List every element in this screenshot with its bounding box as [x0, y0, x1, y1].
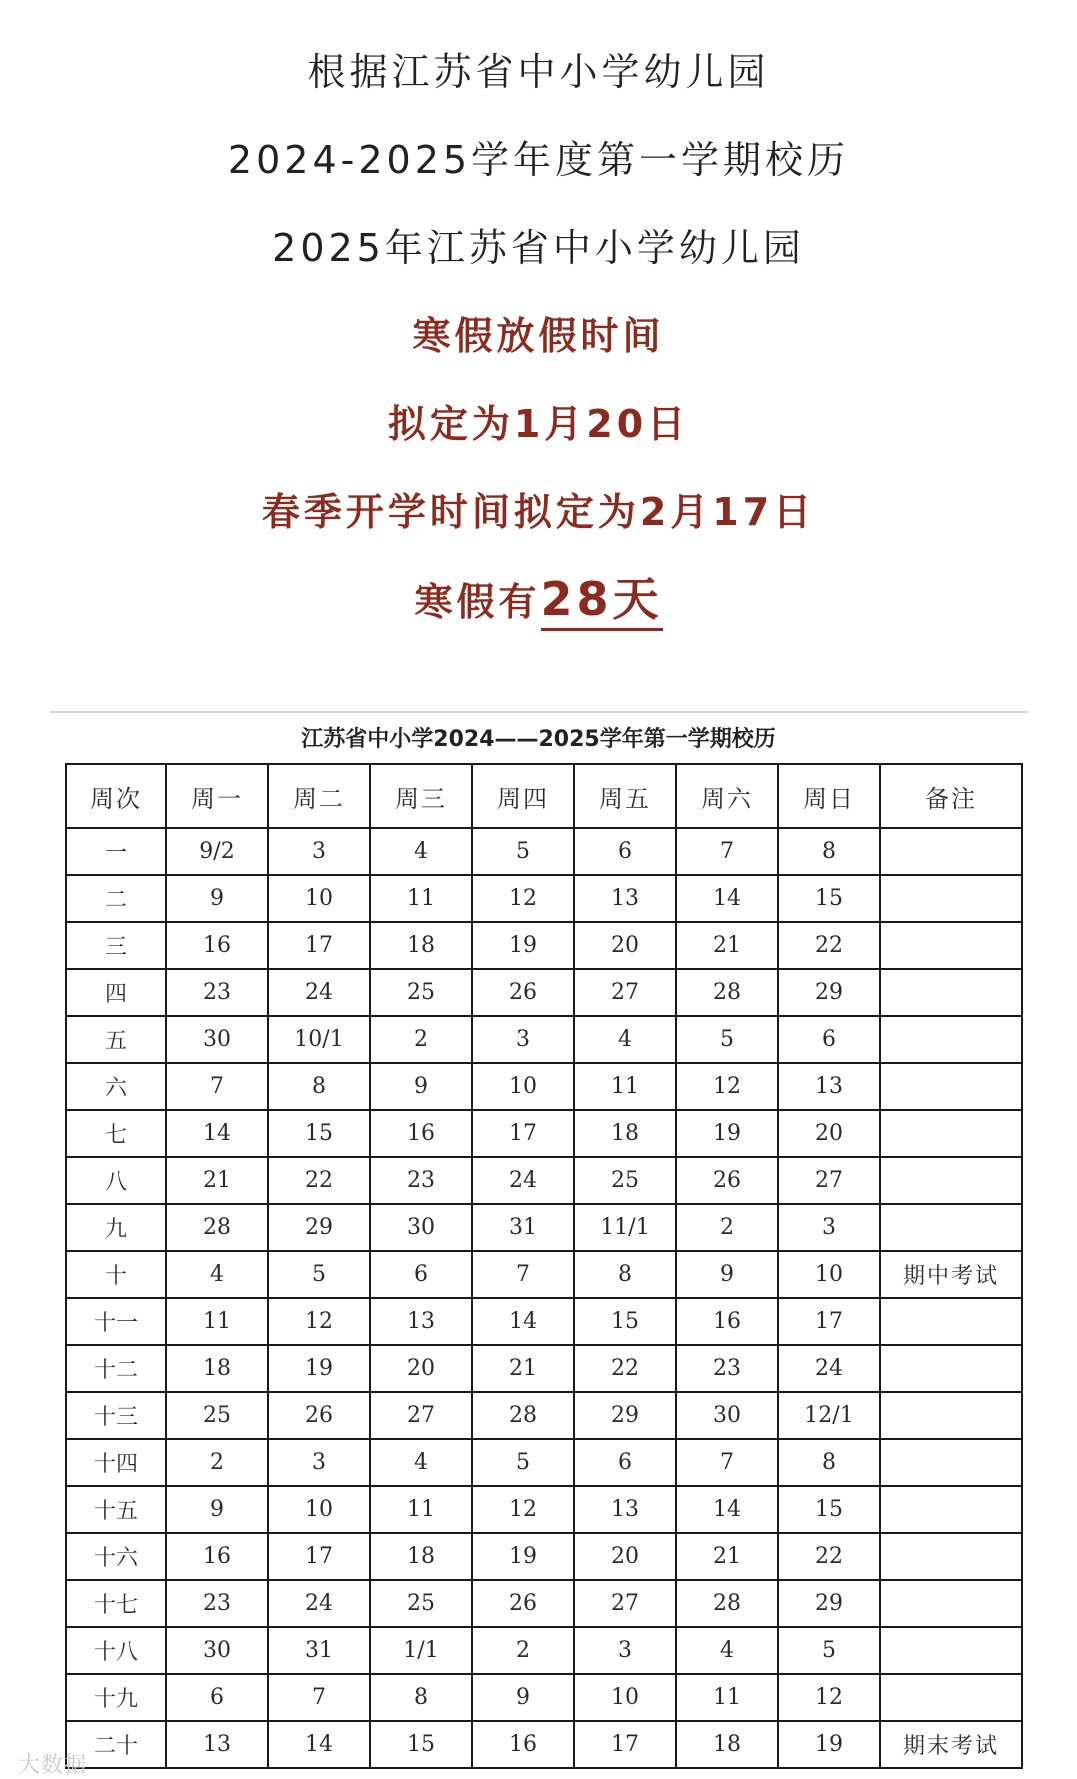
date-cell-sun: 12 — [778, 1674, 880, 1721]
date-cell-sun: 3 — [778, 1204, 880, 1251]
date-cell-sat: 21 — [676, 1533, 778, 1580]
table-row — [66, 1486, 1022, 1533]
date-cell-sat: 14 — [676, 1486, 778, 1533]
table-row — [66, 1627, 1022, 1674]
date-cell-sat: 16 — [676, 1298, 778, 1345]
header-sunday: 周日 — [778, 764, 880, 828]
week-number-cell: 二十 — [66, 1721, 166, 1768]
table-row — [66, 1298, 1022, 1345]
date-cell-sat: 26 — [676, 1157, 778, 1204]
date-cell-tue: 15 — [268, 1110, 370, 1157]
table-row — [66, 828, 1022, 875]
date-cell-sun: 8 — [778, 1439, 880, 1486]
date-cell-sun: 10 — [778, 1251, 880, 1298]
date-cell-thu: 21 — [472, 1345, 574, 1392]
date-cell-mon: 4 — [166, 1251, 268, 1298]
table-row — [66, 1016, 1022, 1063]
date-cell-sun: 17 — [778, 1298, 880, 1345]
note-cell — [880, 1439, 1022, 1486]
date-cell-sat: 28 — [676, 1580, 778, 1627]
date-cell-thu: 10 — [472, 1063, 574, 1110]
date-cell-sun: 13 — [778, 1063, 880, 1110]
week-number-cell: 十八 — [66, 1627, 166, 1674]
week-number-cell: 十五 — [66, 1486, 166, 1533]
date-cell-mon: 7 — [166, 1063, 268, 1110]
date-cell-tue: 24 — [268, 1580, 370, 1627]
date-cell-thu: 3 — [472, 1016, 574, 1063]
date-cell-tue: 17 — [268, 1533, 370, 1580]
note-cell — [880, 875, 1022, 922]
note-cell — [880, 1204, 1022, 1251]
calendar-body — [66, 828, 1022, 1768]
date-cell-sat: 12 — [676, 1063, 778, 1110]
date-cell-fri: 4 — [574, 1016, 676, 1063]
date-cell-thu: 24 — [472, 1157, 574, 1204]
date-cell-sun: 6 — [778, 1016, 880, 1063]
date-cell-sat: 5 — [676, 1016, 778, 1063]
week-number-cell: 十二 — [66, 1345, 166, 1392]
date-cell-sat: 14 — [676, 875, 778, 922]
break-length-days: 28天 — [541, 572, 663, 631]
week-number-cell: 八 — [66, 1157, 166, 1204]
date-cell-sun: 15 — [778, 875, 880, 922]
note-cell — [880, 1674, 1022, 1721]
table-row — [66, 875, 1022, 922]
table-row — [66, 1580, 1022, 1627]
header-week-number: 周次 — [66, 764, 166, 828]
date-cell-tue: 10/1 — [268, 1016, 370, 1063]
date-cell-tue: 31 — [268, 1627, 370, 1674]
date-cell-wed: 25 — [370, 969, 472, 1016]
date-cell-mon: 28 — [166, 1204, 268, 1251]
date-cell-fri: 6 — [574, 828, 676, 875]
week-number-cell: 二 — [66, 875, 166, 922]
date-cell-mon: 9 — [166, 875, 268, 922]
header-thursday: 周四 — [472, 764, 574, 828]
table-row — [66, 1110, 1022, 1157]
table-row — [66, 1204, 1022, 1251]
date-cell-mon: 23 — [166, 969, 268, 1016]
spring-start-date: 春季开学时间拟定为2月17日 — [261, 490, 816, 534]
header-wednesday: 周三 — [370, 764, 472, 828]
note-cell — [880, 828, 1022, 875]
date-cell-sat: 23 — [676, 1345, 778, 1392]
date-cell-tue: 5 — [268, 1251, 370, 1298]
week-number-cell: 十九 — [66, 1674, 166, 1721]
week-number-cell: 十七 — [66, 1580, 166, 1627]
date-cell-wed: 4 — [370, 828, 472, 875]
date-cell-tue: 17 — [268, 922, 370, 969]
watermark: 大数据 — [18, 1753, 88, 1778]
date-cell-thu: 5 — [472, 1439, 574, 1486]
date-cell-fri: 13 — [574, 1486, 676, 1533]
date-cell-mon: 9 — [166, 1486, 268, 1533]
date-cell-thu: 12 — [472, 875, 574, 922]
date-cell-thu: 2 — [472, 1627, 574, 1674]
date-cell-thu: 31 — [472, 1204, 574, 1251]
date-cell-sat: 4 — [676, 1627, 778, 1674]
date-cell-sat: 11 — [676, 1674, 778, 1721]
week-number-cell: 十六 — [66, 1533, 166, 1580]
date-cell-thu: 26 — [472, 1580, 574, 1627]
date-cell-wed: 6 — [370, 1251, 472, 1298]
date-cell-thu: 17 — [472, 1110, 574, 1157]
note-cell — [880, 1580, 1022, 1627]
week-number-cell: 十 — [66, 1251, 166, 1298]
week-number-cell: 三 — [66, 922, 166, 969]
date-cell-mon: 18 — [166, 1345, 268, 1392]
date-cell-tue: 10 — [268, 1486, 370, 1533]
date-cell-wed: 25 — [370, 1580, 472, 1627]
note-cell — [880, 1345, 1022, 1392]
date-cell-thu: 12 — [472, 1486, 574, 1533]
break-length-prefix: 寒假有 — [414, 580, 541, 624]
header-saturday: 周六 — [676, 764, 778, 828]
date-cell-wed: 20 — [370, 1345, 472, 1392]
note-cell — [880, 1157, 1022, 1204]
table-row — [66, 1439, 1022, 1486]
date-cell-wed: 9 — [370, 1063, 472, 1110]
date-cell-wed: 8 — [370, 1674, 472, 1721]
date-cell-mon: 11 — [166, 1298, 268, 1345]
table-row — [66, 1063, 1022, 1110]
date-cell-fri: 22 — [574, 1345, 676, 1392]
headline-line-3: 2025年江苏省中小学幼儿园 — [272, 226, 805, 270]
date-cell-mon: 25 — [166, 1392, 268, 1439]
date-cell-wed: 18 — [370, 1533, 472, 1580]
date-cell-fri: 11 — [574, 1063, 676, 1110]
date-cell-mon: 9/2 — [166, 828, 268, 875]
break-length — [0, 572, 1077, 631]
date-cell-tue: 26 — [268, 1392, 370, 1439]
date-cell-tue: 3 — [268, 828, 370, 875]
header-notes: 备注 — [880, 764, 1022, 828]
note-cell — [880, 1627, 1022, 1674]
week-number-cell: 九 — [66, 1204, 166, 1251]
note-cell — [880, 922, 1022, 969]
note-cell — [880, 969, 1022, 1016]
date-cell-sun: 22 — [778, 922, 880, 969]
note-cell — [880, 1110, 1022, 1157]
date-cell-sat: 28 — [676, 969, 778, 1016]
date-cell-wed: 1/1 — [370, 1627, 472, 1674]
note-cell: 期中考试 — [880, 1251, 1022, 1298]
date-cell-tue: 14 — [268, 1721, 370, 1768]
date-cell-sun: 12/1 — [778, 1392, 880, 1439]
date-cell-tue: 19 — [268, 1345, 370, 1392]
date-cell-sat: 7 — [676, 1439, 778, 1486]
table-row — [66, 1345, 1022, 1392]
week-number-cell: 十一 — [66, 1298, 166, 1345]
table-row — [66, 1721, 1022, 1768]
school-calendar-table — [65, 763, 1023, 1769]
date-cell-wed: 4 — [370, 1439, 472, 1486]
date-cell-sun: 29 — [778, 969, 880, 1016]
date-cell-sun: 20 — [778, 1110, 880, 1157]
date-cell-thu: 26 — [472, 969, 574, 1016]
date-cell-tue: 12 — [268, 1298, 370, 1345]
date-cell-fri: 25 — [574, 1157, 676, 1204]
date-cell-mon: 2 — [166, 1439, 268, 1486]
note-cell — [880, 1486, 1022, 1533]
date-cell-thu: 19 — [472, 922, 574, 969]
date-cell-fri: 27 — [574, 1580, 676, 1627]
date-cell-fri: 6 — [574, 1439, 676, 1486]
date-cell-fri: 20 — [574, 1533, 676, 1580]
section-divider — [50, 711, 1028, 713]
date-cell-sat: 18 — [676, 1721, 778, 1768]
date-cell-mon: 21 — [166, 1157, 268, 1204]
date-cell-wed: 15 — [370, 1721, 472, 1768]
date-cell-fri: 15 — [574, 1298, 676, 1345]
date-cell-sun: 19 — [778, 1721, 880, 1768]
date-cell-mon: 16 — [166, 1533, 268, 1580]
date-cell-fri: 27 — [574, 969, 676, 1016]
date-cell-thu: 7 — [472, 1251, 574, 1298]
date-cell-wed: 11 — [370, 1486, 472, 1533]
date-cell-mon: 13 — [166, 1721, 268, 1768]
date-cell-sat: 19 — [676, 1110, 778, 1157]
date-cell-sat: 30 — [676, 1392, 778, 1439]
date-cell-mon: 6 — [166, 1674, 268, 1721]
week-number-cell: 十三 — [66, 1392, 166, 1439]
winter-break-heading: 寒假放假时间 — [412, 314, 665, 358]
date-cell-thu: 28 — [472, 1392, 574, 1439]
date-cell-sun: 8 — [778, 828, 880, 875]
date-cell-fri: 11/1 — [574, 1204, 676, 1251]
week-number-cell: 五 — [66, 1016, 166, 1063]
header-monday: 周一 — [166, 764, 268, 828]
date-cell-wed: 23 — [370, 1157, 472, 1204]
date-cell-fri: 29 — [574, 1392, 676, 1439]
date-cell-fri: 18 — [574, 1110, 676, 1157]
note-cell — [880, 1392, 1022, 1439]
date-cell-tue: 3 — [268, 1439, 370, 1486]
headline-line-2: 2024-2025学年度第一学期校历 — [227, 138, 850, 182]
break-start-date: 拟定为1月20日 — [387, 402, 690, 446]
date-cell-mon: 30 — [166, 1627, 268, 1674]
date-cell-tue: 7 — [268, 1674, 370, 1721]
date-cell-sun: 22 — [778, 1533, 880, 1580]
date-cell-wed: 2 — [370, 1016, 472, 1063]
date-cell-fri: 20 — [574, 922, 676, 969]
date-cell-wed: 30 — [370, 1204, 472, 1251]
week-number-cell: 十四 — [66, 1439, 166, 1486]
date-cell-sun: 24 — [778, 1345, 880, 1392]
date-cell-fri: 8 — [574, 1251, 676, 1298]
table-row — [66, 969, 1022, 1016]
week-number-cell: 七 — [66, 1110, 166, 1157]
week-number-cell: 一 — [66, 828, 166, 875]
date-cell-thu: 19 — [472, 1533, 574, 1580]
date-cell-wed: 16 — [370, 1110, 472, 1157]
table-row — [66, 922, 1022, 969]
note-cell — [880, 1298, 1022, 1345]
note-cell — [880, 1063, 1022, 1110]
date-cell-tue: 22 — [268, 1157, 370, 1204]
week-number-cell: 四 — [66, 969, 166, 1016]
date-cell-tue: 24 — [268, 969, 370, 1016]
table-row — [66, 1392, 1022, 1439]
date-cell-wed: 27 — [370, 1392, 472, 1439]
date-cell-sun: 5 — [778, 1627, 880, 1674]
date-cell-thu: 14 — [472, 1298, 574, 1345]
date-cell-tue: 8 — [268, 1063, 370, 1110]
table-row — [66, 1157, 1022, 1204]
date-cell-mon: 23 — [166, 1580, 268, 1627]
headline-line-1: 根据江苏省中小学幼儿园 — [307, 50, 770, 94]
date-cell-sat: 9 — [676, 1251, 778, 1298]
date-cell-fri: 10 — [574, 1674, 676, 1721]
date-cell-tue: 10 — [268, 875, 370, 922]
date-cell-thu: 5 — [472, 828, 574, 875]
note-cell — [880, 1533, 1022, 1580]
header-friday: 周五 — [574, 764, 676, 828]
date-cell-sat: 7 — [676, 828, 778, 875]
table-row — [66, 1251, 1022, 1298]
date-cell-sat: 21 — [676, 922, 778, 969]
date-cell-wed: 11 — [370, 875, 472, 922]
note-cell: 期末考试 — [880, 1721, 1022, 1768]
date-cell-sun: 15 — [778, 1486, 880, 1533]
date-cell-thu: 16 — [472, 1721, 574, 1768]
calendar-title: 江苏省中小学2024——2025学年第一学期校历 — [301, 727, 776, 752]
date-cell-sat: 2 — [676, 1204, 778, 1251]
date-cell-wed: 18 — [370, 922, 472, 969]
date-cell-mon: 30 — [166, 1016, 268, 1063]
date-cell-tue: 29 — [268, 1204, 370, 1251]
date-cell-mon: 14 — [166, 1110, 268, 1157]
date-cell-wed: 13 — [370, 1298, 472, 1345]
date-cell-sun: 29 — [778, 1580, 880, 1627]
calendar-header-row — [66, 764, 1022, 828]
date-cell-thu: 9 — [472, 1674, 574, 1721]
note-cell — [880, 1016, 1022, 1063]
week-number-cell: 六 — [66, 1063, 166, 1110]
date-cell-fri: 17 — [574, 1721, 676, 1768]
table-row — [66, 1533, 1022, 1580]
header-tuesday: 周二 — [268, 764, 370, 828]
table-row — [66, 1674, 1022, 1721]
date-cell-sun: 27 — [778, 1157, 880, 1204]
date-cell-mon: 16 — [166, 922, 268, 969]
date-cell-fri: 3 — [574, 1627, 676, 1674]
date-cell-fri: 13 — [574, 875, 676, 922]
